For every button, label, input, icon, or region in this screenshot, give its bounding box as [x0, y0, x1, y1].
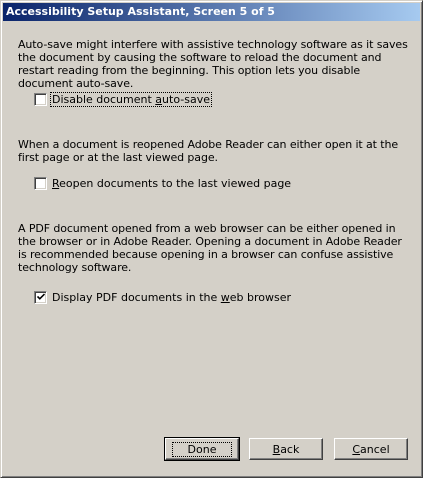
reopen-last-page-checkbox-row[interactable] — [34, 176, 292, 190]
display-in-browser-label[interactable]: Display PDF documents in the web browser — [52, 290, 292, 304]
back-button[interactable]: Back — [249, 438, 323, 460]
browser-description: A PDF document opened from a web browser can be either opened in the browser or in Adobe Reader. Opening a document in Adobe Reader is recommended because opening in a browser can confuse assistive technology software. — [18, 222, 402, 274]
reopen-last-page-label[interactable]: Reopen documents to the last viewed page — [52, 176, 292, 190]
title-bar[interactable] — [3, 3, 420, 21]
display-in-browser-checkbox-row[interactable] — [34, 290, 292, 304]
autosave-description: Auto-save might interfere with assistive technology software as it saves the document by causing the software to reload the document and restart reading from the beginning. This option lets you disable document auto-save. — [18, 38, 408, 90]
display-in-browser-checkbox[interactable] — [34, 291, 47, 304]
window-title: Accessibility Setup Assistant, Screen 5 of 5 — [6, 5, 275, 18]
reopen-last-page-checkbox[interactable] — [34, 177, 47, 190]
disable-autosave-checkbox[interactable] — [34, 93, 47, 106]
disable-autosave-label[interactable]: Disable document auto-save — [52, 92, 210, 106]
done-button[interactable]: Done — [165, 438, 239, 460]
reopen-description: When a document is reopened Adobe Reader can either open it at the first page or at the last viewed page. — [18, 138, 399, 164]
checkmark-icon — [37, 293, 45, 301]
cancel-button[interactable]: Cancel — [334, 438, 408, 460]
disable-autosave-checkbox-row[interactable] — [34, 92, 211, 106]
